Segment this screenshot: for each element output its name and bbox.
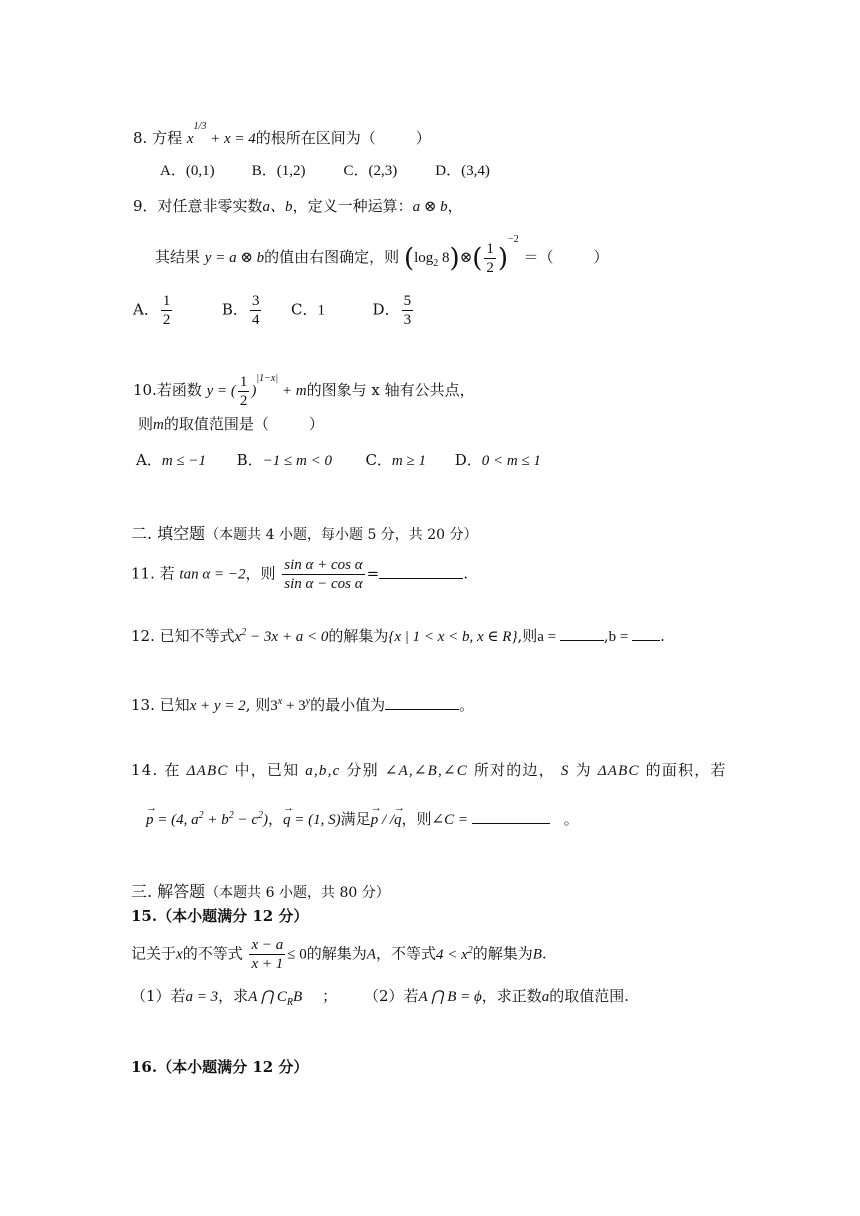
- q9-option-b-frac: [250, 292, 262, 329]
- section-2-note: （本题共 4 小题，每小题 5 分，共 20 分）: [205, 527, 478, 543]
- q8-equation: $x^{1/3} + x = 4$: [186, 121, 256, 147]
- q8-close: ）: [415, 129, 431, 147]
- q10-then: 则: [138, 415, 154, 433]
- q8-option-c: C．(2,3): [343, 163, 398, 179]
- q15-parts: [131, 986, 629, 1013]
- q8-option-a: A．(0,1): [160, 163, 215, 179]
- q15-a-eq-3: a = 3: [185, 989, 219, 1005]
- q15-a: a: [541, 989, 550, 1005]
- q13-answer-blank[interactable]: [385, 695, 459, 710]
- q10-option-a: m ≤ −1: [161, 453, 207, 469]
- q10-intro: 10.若函数: [133, 380, 202, 399]
- q10-tail: 的图象与 x 轴有公共点，: [306, 380, 475, 399]
- q15-ineq-b: $4 < x^2$: [435, 944, 473, 963]
- q14-triangle: ΔABC: [186, 763, 229, 779]
- q11-then: ，则: [245, 564, 276, 583]
- q14-respectively: 分别: [346, 761, 379, 779]
- q11-equals: =: [366, 564, 380, 583]
- q9-option-d-frac: [402, 292, 414, 329]
- q9-operation: a ⊗ b: [412, 199, 448, 215]
- q13-condition: x + y = 2: [189, 698, 246, 714]
- q9-option-a-num: 1: [162, 293, 171, 309]
- q15-ineq-label: 的不等式: [182, 944, 243, 963]
- q9-option-c-value: 1: [317, 302, 325, 319]
- q13-period: 。: [459, 696, 475, 714]
- q15-line1: [131, 936, 547, 973]
- q15-part2-intro: （2）若: [363, 987, 419, 1005]
- q15-set-a-label: 的解集为: [306, 944, 367, 963]
- q14-vector-p: → p = (4, $a^2 + b^2 - c^2$): [146, 812, 268, 828]
- q10-line1: [133, 373, 475, 410]
- q12-intro: 12. 已知不等式: [131, 627, 235, 645]
- q12-set: {x | 1 < x < b, x ∈ R}: [388, 629, 518, 645]
- q15-header: [131, 906, 308, 926]
- section-3-heading: [131, 882, 390, 903]
- q9-option-d-label: D．: [372, 300, 400, 319]
- q13-then: , 则: [245, 696, 271, 714]
- q10-option-b-label: B．: [236, 451, 263, 469]
- q11-fraction: $\frac{\text{sin α + cos α}}{\text{sin α − cos α}}$: [284, 557, 363, 592]
- section-2-heading: [131, 524, 478, 545]
- section-3-title: 三. 解答题: [131, 882, 206, 901]
- q12-then: ,则: [517, 627, 538, 645]
- q16-header: [131, 1057, 308, 1077]
- section-2-title: 二. 填空题: [131, 524, 206, 543]
- q8-stem-tail: 的根所在区间为（: [255, 129, 376, 147]
- q10-m: m: [153, 417, 164, 433]
- q10-close: ）: [308, 415, 324, 433]
- q15-title: 15.（本小题满分 12 分）: [131, 907, 309, 925]
- q15-set-b-label: 的解集为: [472, 944, 533, 963]
- q14-parallel: → p / /→ q: [371, 812, 402, 828]
- q14-is: 为: [575, 761, 592, 779]
- q9-option-a-den: 2: [162, 312, 171, 328]
- q12-period: .: [660, 627, 665, 645]
- q11-intro: 11. 若: [131, 564, 175, 583]
- q9-expression: ($\log_2$ 8)⊗( $\frac{1}{2}$ )$^{-2}$: [403, 233, 519, 276]
- q9-option-d-den: 3: [403, 312, 412, 328]
- q13: [131, 692, 474, 716]
- q10-option-c-label: C．: [365, 451, 392, 469]
- q12-a-eq: a =: [537, 629, 560, 645]
- q8-number: 8. 方程: [133, 129, 183, 147]
- q9-intro: 9．对任意非零实数: [133, 197, 263, 215]
- q14-satisfy: 满足: [340, 810, 371, 828]
- q14-s: S: [560, 763, 570, 779]
- q11-condition: tan α = −2: [179, 566, 246, 583]
- q14-answer-blank[interactable]: [472, 809, 550, 824]
- q9-option-b-den: 4: [251, 312, 260, 328]
- q10-option-a-label: A．: [136, 451, 162, 469]
- q12: [131, 623, 665, 647]
- q12-a-blank[interactable]: [560, 626, 604, 641]
- q14-opposite: 所对的边，: [473, 761, 555, 779]
- q9-define: ，定义一种运算：: [292, 197, 413, 215]
- q15-part1-find: ，求: [218, 987, 249, 1005]
- q9-comma: ，: [447, 197, 463, 215]
- q10-option-d: 0 < m ≤ 1: [481, 453, 541, 469]
- q13-expression: $3^x + 3^y$: [270, 696, 311, 714]
- q9-option-b-label: B．: [221, 300, 248, 319]
- q9-option-a-label: A．: [133, 300, 159, 319]
- q9-options: [133, 292, 415, 329]
- q15-part2-range: 的取值范围.: [549, 987, 630, 1005]
- q15-period: .: [541, 944, 547, 963]
- q14-vector-q: → q = (1, S): [283, 812, 341, 828]
- q12-b-blank[interactable]: [632, 626, 660, 641]
- q9-determined: 的值由右图确定，则: [264, 247, 400, 266]
- q14-area: 的面积，若: [645, 761, 727, 779]
- q14-line1: [131, 760, 727, 781]
- q10-options: [136, 450, 541, 471]
- q8-stem: [133, 121, 431, 149]
- q15-part1-expr: A ⋂ $C_RB$: [248, 989, 303, 1008]
- q15-part2-find: ，求正数: [481, 987, 542, 1005]
- q9-equals: ＝（: [523, 247, 554, 266]
- q12-inequality: $x^2 - 3x + a < 0$: [234, 627, 329, 645]
- section-3-note: （本题共 6 小题，共 80 分）: [205, 885, 390, 901]
- q12-b-eq: b =: [608, 629, 633, 645]
- q10-line2: [138, 414, 324, 435]
- q9-close: ）: [593, 247, 609, 266]
- q11: [131, 556, 468, 593]
- q10-option-d-label: D．: [454, 451, 482, 469]
- q13-min: 的最小值为: [310, 696, 386, 714]
- q15-about: 记关于: [131, 944, 177, 963]
- q14-line2: [146, 806, 579, 830]
- q8-option-b: B．(1,2): [251, 163, 306, 179]
- q15-part2-cond: A ⋂ B = ϕ: [418, 989, 482, 1005]
- q14-then: ，则: [401, 810, 432, 828]
- q15-set-b: B: [532, 946, 542, 963]
- q12-comma: ,: [603, 627, 609, 645]
- q9-line1: [133, 196, 463, 217]
- q8-options: [160, 161, 490, 181]
- q11-answer-blank[interactable]: [379, 564, 463, 579]
- q9-option-d-num: 5: [403, 293, 412, 309]
- q10-option-c: m ≥ 1: [391, 453, 426, 469]
- q9-ab: a、b: [262, 199, 293, 215]
- q14-angles: ∠A,∠B,∠C: [384, 763, 468, 779]
- q9-option-b-num: 3: [251, 293, 260, 309]
- q8-option-d: D．(3,4): [435, 163, 490, 179]
- q9-result: 其结果: [155, 247, 201, 266]
- q14-comma: ，: [268, 810, 284, 828]
- q15-part1-intro: （1）若: [131, 987, 186, 1005]
- q14-period: 。: [563, 810, 579, 828]
- q14-angle-c: ∠C =: [431, 812, 472, 828]
- q10-range: 的取值范围是（: [163, 415, 269, 433]
- q9-option-a-frac: [161, 292, 173, 329]
- q14-triangle-2: ΔABC: [597, 763, 640, 779]
- q13-intro: 13. 已知: [131, 696, 190, 714]
- q15-set-a: A: [366, 946, 376, 963]
- q9-option-c-label: C．: [291, 300, 318, 319]
- q14-known: 中，已知: [234, 761, 300, 779]
- q10-option-b: −1 ≤ m < 0: [262, 453, 332, 469]
- q11-period: .: [463, 564, 468, 583]
- q15-fraction: $\frac{x - a}{x + 1}$: [251, 937, 284, 972]
- q14-intro: 14. 在: [131, 761, 181, 779]
- q9-y-expr: y = a ⊗ b: [204, 249, 265, 266]
- q15-x: x: [176, 946, 183, 963]
- q10-function: y = ( $\frac{1}{2}$ )$^{|1-x|}$ + m: [206, 372, 307, 409]
- q14-sides: a,b,c: [305, 763, 341, 779]
- q16-title: 16.（本小题满分 12 分）: [131, 1058, 309, 1076]
- q15-le-zero: ≤ 0: [287, 946, 307, 963]
- q15-semicolon: ；: [322, 987, 338, 1005]
- q15-second-ineq: ，不等式: [375, 944, 436, 963]
- q12-solution-set: 的解集为: [328, 627, 389, 645]
- q9-line2: [155, 233, 609, 277]
